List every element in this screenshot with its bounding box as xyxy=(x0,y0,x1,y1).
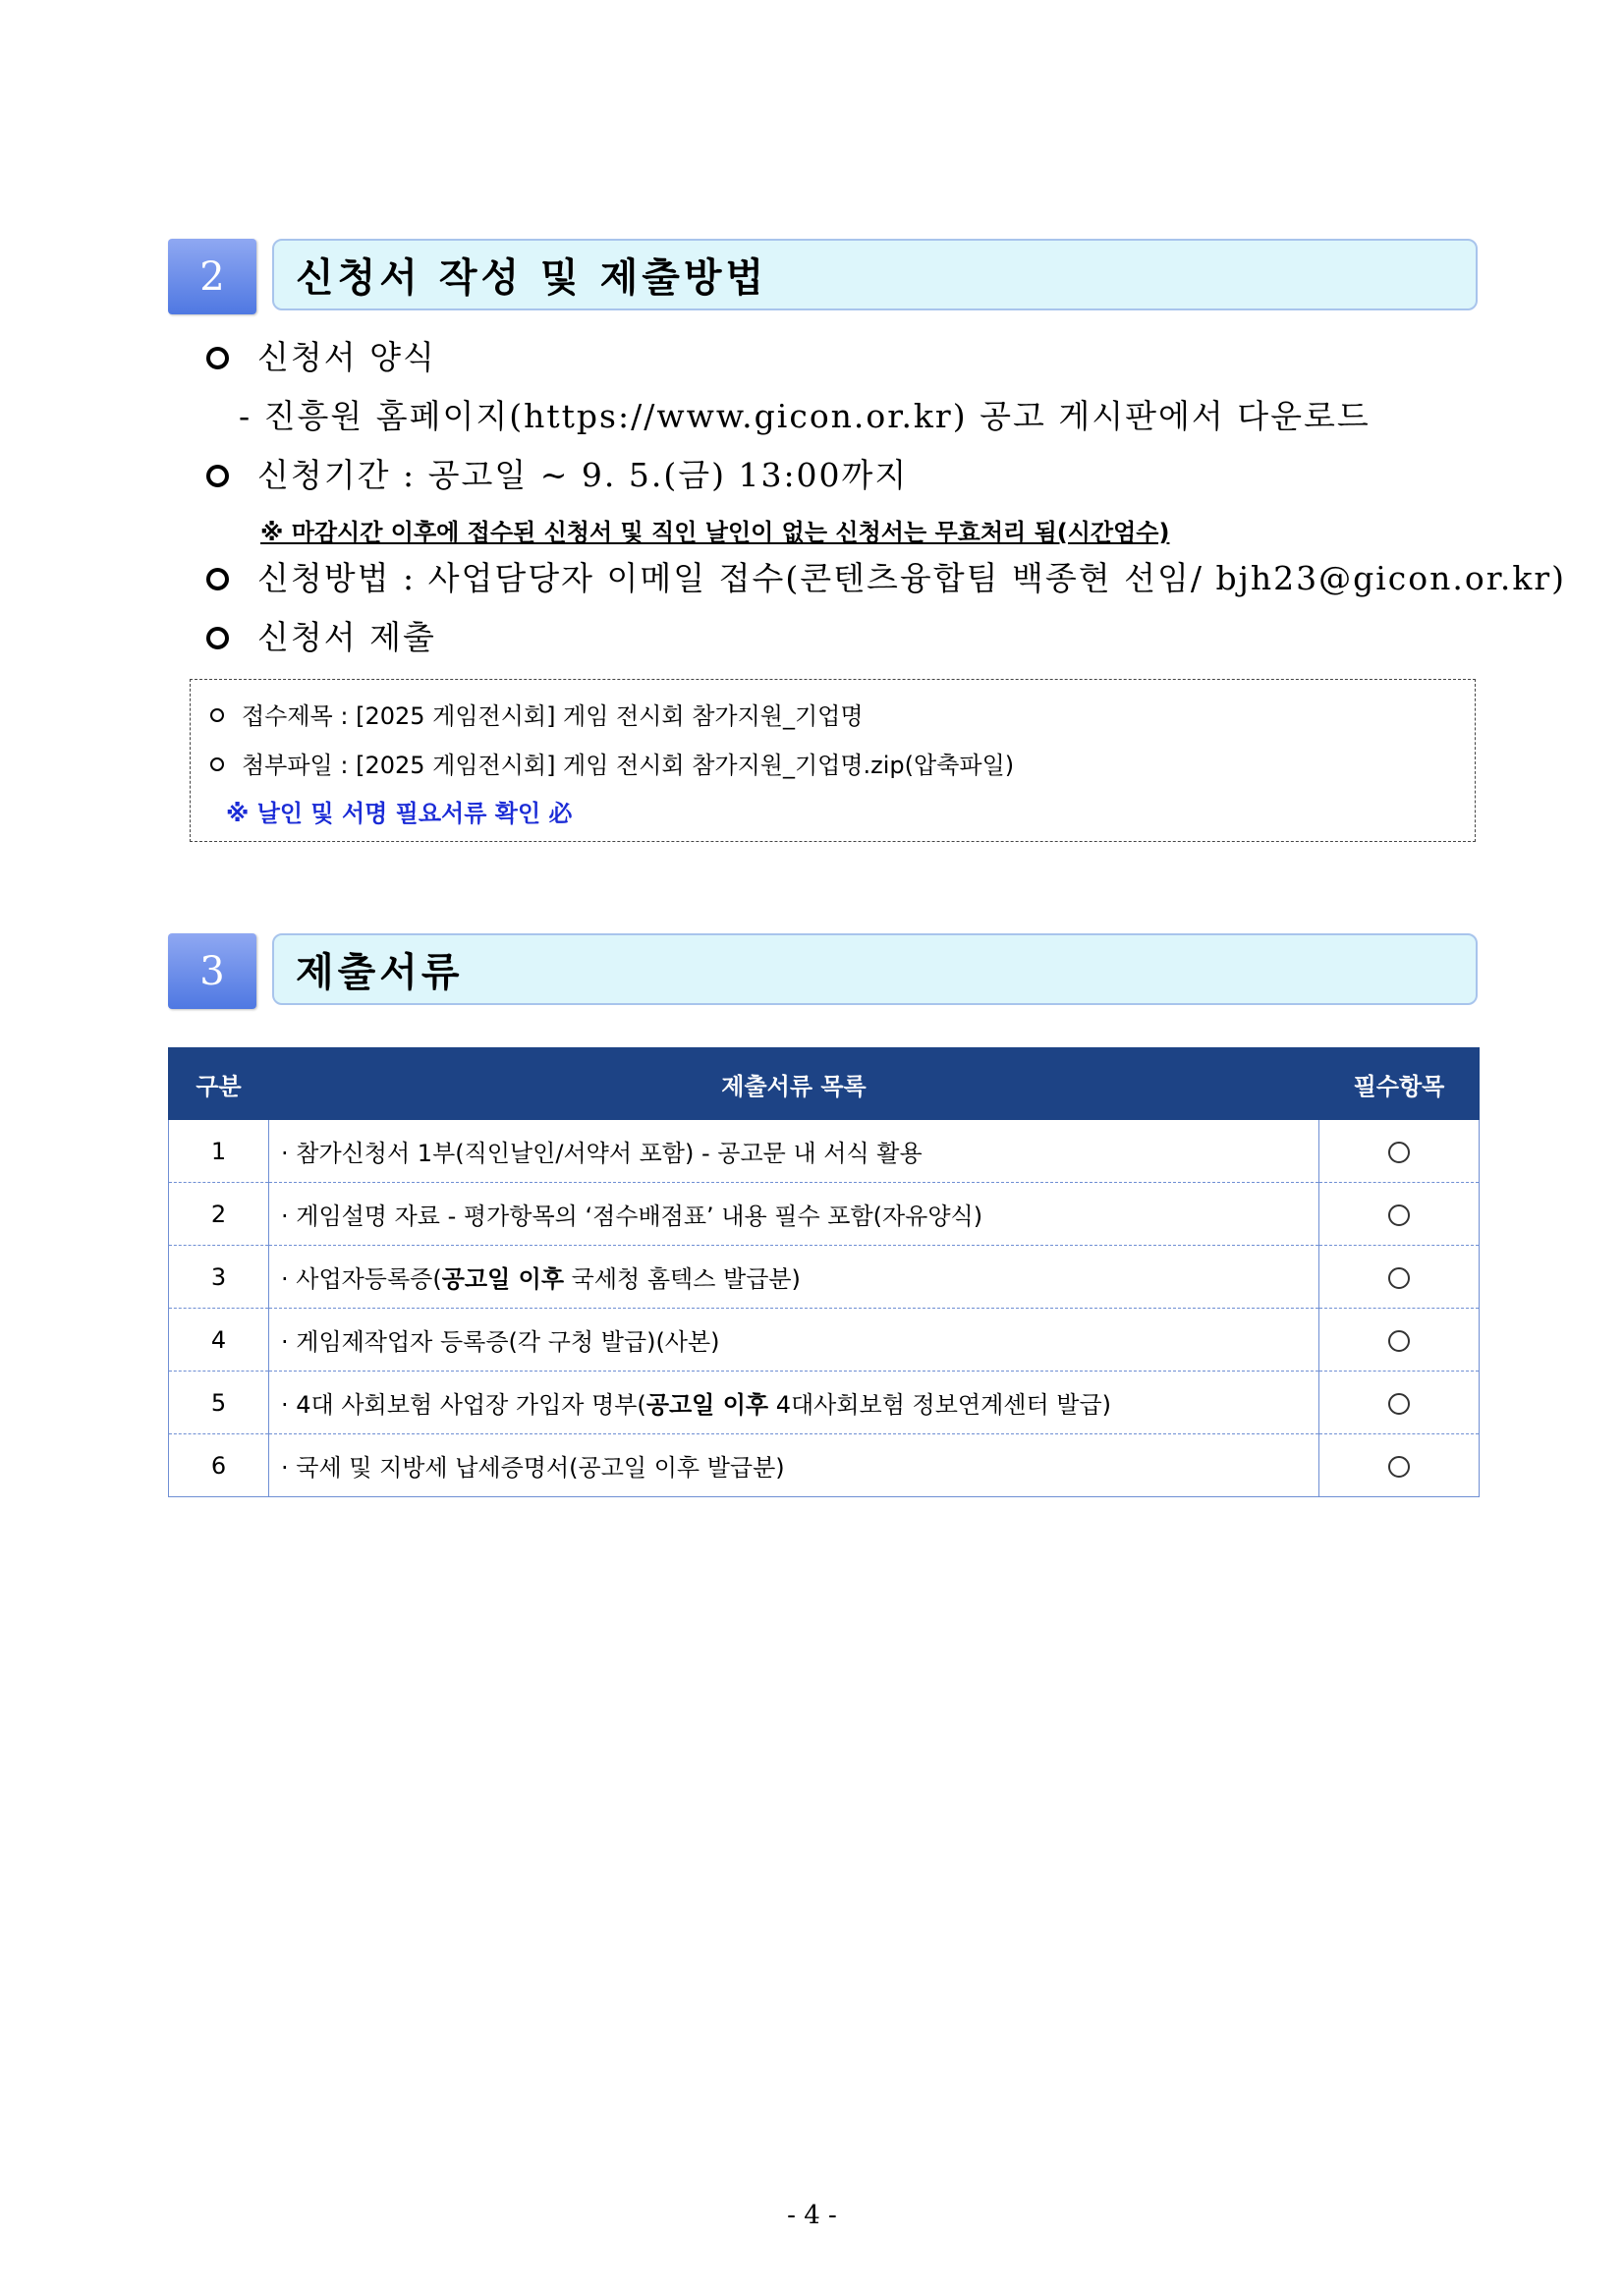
page-number: - 4 - xyxy=(787,2201,837,2230)
required-circle-icon xyxy=(1388,1267,1410,1289)
document-item: · 국세 및 지방세 납세증명서(공고일 이후 발급분) xyxy=(269,1434,1319,1497)
submission-info-box xyxy=(190,679,1476,842)
header-required: 필수항목 xyxy=(1319,1047,1480,1120)
document-item: · 참가신청서 1부(직인날인/서약서 포함) - 공고문 내 서식 활용 xyxy=(269,1120,1319,1183)
table-row xyxy=(169,1183,1480,1246)
circle-bullet-icon xyxy=(210,708,224,722)
bullet-circle-icon xyxy=(206,465,229,487)
table-row xyxy=(169,1246,1480,1309)
subject-row xyxy=(210,697,864,731)
required-mark xyxy=(1319,1246,1480,1309)
row-number: 2 xyxy=(169,1183,269,1246)
required-mark xyxy=(1319,1434,1480,1497)
table-row xyxy=(169,1434,1480,1497)
subject-text: 접수제목 : [2025 게임전시회] 게임 전시회 참가지원_기업명 xyxy=(242,702,864,730)
required-mark xyxy=(1319,1309,1480,1372)
row-number: 6 xyxy=(169,1434,269,1497)
document-item: · 4대 사회보험 사업장 가입자 명부(공고일 이후 4대사회보험 정보연계센터 발급) xyxy=(269,1372,1319,1434)
row-number: 4 xyxy=(169,1309,269,1372)
table-row xyxy=(169,1120,1480,1183)
deadline-note: ※ 마감시간 이후에 접수된 신청서 및 직인 날인이 없는 신청서는 무효처리 됨(시간엄수) xyxy=(260,519,1170,546)
warning-text: ※ 날인 및 서명 필요서류 확인 必 xyxy=(226,800,573,827)
row-number: 1 xyxy=(169,1120,269,1183)
section-title: 제출서류 xyxy=(272,933,1478,1005)
required-mark xyxy=(1319,1372,1480,1434)
bullet-circle-icon xyxy=(206,568,229,590)
attachment-text: 첨부파일 : [2025 게임전시회] 게임 전시회 참가지원_기업명.zip(압축파일) xyxy=(242,752,1015,779)
document-item: · 게임설명 자료 - 평가항목의 ‘점수배점표’ 내용 필수 포함(자유양식) xyxy=(269,1183,1319,1246)
item-download: - 진흥원 홈페이지(https://www.gicon.or.kr) 공고 게시판에서 다운로드 xyxy=(239,397,1371,435)
item-method: 신청방법 : 사업담당자 이메일 접수(콘텐츠융합팀 백종현 선임/ bjh23@gicon.or.kr) xyxy=(257,559,1567,597)
table-row xyxy=(169,1309,1480,1372)
documents-table xyxy=(168,1047,1480,1497)
item-submit: 신청서 제출 xyxy=(257,618,436,656)
required-circle-icon xyxy=(1388,1456,1410,1478)
required-mark xyxy=(1319,1183,1480,1246)
header-documents: 제출서류 목록 xyxy=(269,1047,1319,1120)
section-3-header xyxy=(168,933,1480,1009)
section-number-badge: 2 xyxy=(168,239,256,314)
required-mark xyxy=(1319,1120,1480,1183)
required-circle-icon xyxy=(1388,1204,1410,1226)
section-number-badge: 3 xyxy=(168,933,256,1009)
table-header-row xyxy=(169,1047,1480,1120)
table-row xyxy=(169,1372,1480,1434)
row-number: 3 xyxy=(169,1246,269,1309)
item-period: 신청기간 : 공고일 ~ 9. 5.(금) 13:00까지 xyxy=(257,456,909,494)
required-circle-icon xyxy=(1388,1330,1410,1352)
document-item: · 사업자등록증(공고일 이후 국세청 홈텍스 발급분) xyxy=(269,1246,1319,1309)
row-number: 5 xyxy=(169,1372,269,1434)
required-circle-icon xyxy=(1388,1142,1410,1163)
required-circle-icon xyxy=(1388,1393,1410,1415)
section-2-header xyxy=(168,239,1480,314)
header-category: 구분 xyxy=(169,1047,269,1120)
circle-bullet-icon xyxy=(210,757,224,771)
bullet-circle-icon xyxy=(206,347,229,369)
item-form: 신청서 양식 xyxy=(257,338,436,376)
section-title: 신청서 작성 및 제출방법 xyxy=(272,239,1478,310)
bullet-circle-icon xyxy=(206,627,229,649)
attachment-row xyxy=(210,746,1014,780)
document-item: · 게임제작업자 등록증(각 구청 발급)(사본) xyxy=(269,1309,1319,1372)
